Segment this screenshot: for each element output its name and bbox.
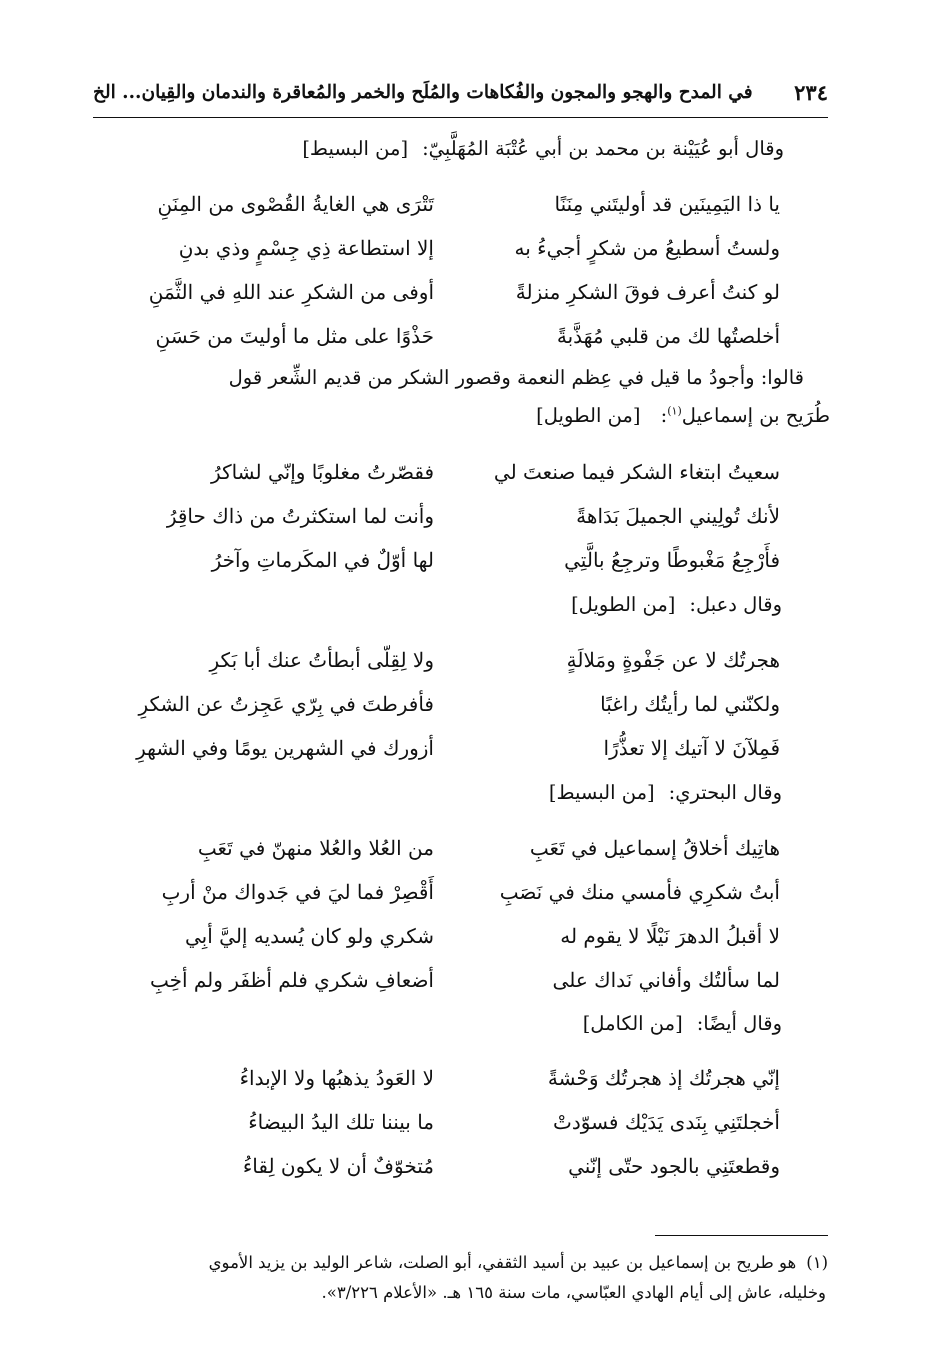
meter-label: [من الطويل]	[536, 404, 641, 427]
verse-line	[100, 314, 780, 358]
verse-first-hemistich: أبتُ شكرِي فأمسي منك في نَصَبِ	[499, 880, 780, 904]
verse-second-hemistich: أضعافِ شكري فلم أظفَر ولم أخِبِ	[149, 968, 434, 992]
running-header	[93, 70, 828, 114]
verse-line	[100, 870, 780, 914]
verse-first-hemistich: هجرتُك لا عن جَفْوةٍ ومَلالَةٍ	[566, 648, 780, 672]
verse-first-hemistich: لما سألتُك وأفاني نَداك على	[552, 968, 780, 992]
verse-second-hemistich: إلا استطاعة ذِي جِسْمٍ وذي بدنِ	[178, 236, 434, 260]
running-title: في المدح والهجو والمجون والفُكاهات والمُلَح والخمر والمُعاقرة والندمان والقِيان... الخ	[93, 81, 753, 103]
verse-second-hemistich: مُتخوّفٌ أن لا يكون لِقاءُ	[242, 1154, 434, 1178]
verse-second-hemistich: لها أوّلٌ في المكَرماتِ وآخرُ	[211, 548, 434, 572]
verse-second-hemistich: أوفى من الشكرِ عند اللهِ في الثَّمَنِ	[148, 280, 434, 304]
verse-second-hemistich: فأفرطتَ في بِرّي عَجِزتُ عن الشكرِ	[138, 692, 434, 716]
verse-line	[100, 494, 780, 538]
prose-line: قالوا: وأجودُ ما قيل في عِظم النعمة وقصور الشكر من قديم الشِّعر قول	[228, 366, 804, 389]
verse-second-hemistich: أَقْصِرْ فما ليَ في جَدواك منْ أربِ	[161, 880, 434, 904]
verse-line	[100, 450, 780, 494]
footnote-mark: (١)	[806, 1253, 828, 1272]
verse-line	[100, 1100, 780, 1144]
verse-first-hemistich: هاتِيك أخلاقُ إسماعيل في تَعَبِ	[529, 836, 780, 860]
verse-second-hemistich: حَذْوًا على مثل ما أوليتَ من حَسَنِ	[155, 324, 434, 348]
verse-first-hemistich: ولكنّني لما رأيتُك راغبًا	[600, 692, 780, 716]
verse-first-hemistich: سعيتُ ابتغاء الشكر فيما صنعتَ لي	[493, 460, 780, 484]
poem-intro-3	[549, 781, 782, 804]
poet-name: طُرَيح بن إسماعيل	[681, 404, 830, 427]
verse-second-hemistich: شكري ولو كان يُسديه إليَّ أبِي	[185, 924, 434, 948]
verse-second-hemistich: تَتْرَى هي الغايةُ القُصْوى من المِنَنِ	[157, 192, 434, 216]
verse-second-hemistich: ما بيننا تلك اليدُ البيضاءُ	[248, 1110, 434, 1134]
footnote	[93, 1248, 828, 1308]
verse-line	[100, 270, 780, 314]
intro-text: وقال دعبل:	[689, 593, 782, 616]
footnote-line: وخليله، عاش إلى أيام الهادي العبّاسي، مات سنة ١٦٥ هـ. «الأعلام ٣/٢٢٦».	[321, 1283, 826, 1302]
intro-text: وقال أبو عُيَيْنة بن محمد بن أبي عُتْبَة المُهَلَّبِيّ:	[422, 137, 784, 160]
verse-first-hemistich: وقطعتَنِي بالجود حتّى إنّني	[568, 1154, 780, 1178]
meter-label: [من الطويل]	[571, 593, 676, 616]
intro-text: وقال أيضًا:	[696, 1012, 782, 1035]
colon: :	[660, 404, 668, 427]
verse-line	[100, 682, 780, 726]
meter-label: [من البسيط]	[302, 137, 409, 160]
verse-second-hemistich: من العُلا والعُلا منهنّ في تَعَبِ	[197, 836, 434, 860]
verse-first-hemistich: أخجلتَنِي بِنَدى يَدَيْك فسوّدتْ	[553, 1110, 780, 1134]
verse-first-hemistich: أخلصتُها لك من قلبي مُهَذَّبةً	[556, 324, 780, 348]
meter-label: [من الكامل]	[582, 1012, 683, 1035]
prose-line	[95, 404, 830, 427]
verse-line	[100, 182, 780, 226]
poem-intro-1	[302, 137, 784, 160]
page-number: ٢٣٤	[794, 79, 828, 105]
verse-line	[100, 1144, 780, 1188]
verse-line	[100, 826, 780, 870]
poem-intro-2	[571, 593, 782, 616]
footnote-text: هو طريح بن إسماعيل بن عبيد بن أسيد الثقفي، أبو الصلت، شاعر الوليد بن يزيد الأموي	[208, 1253, 797, 1272]
verse-second-hemistich: وأنت لما استكثرتُ من ذاك حاقِرُ	[166, 504, 434, 528]
verse-second-hemistich: فقصّرتُ مغلوبًا وإنّي لشاكرُ	[211, 460, 434, 484]
verse-line	[100, 538, 780, 582]
verse-second-hemistich: أزورك في الشهرين يومًا وفي الشهرِ	[136, 736, 434, 760]
verse-first-hemistich: يا ذا اليَمِينَين قد أوليتَني مِنَنًا	[554, 192, 780, 216]
footnote-line	[93, 1248, 828, 1278]
footnote-reference: (١)	[667, 404, 682, 418]
verse-line	[100, 958, 780, 1002]
header-rule	[93, 117, 828, 118]
verse-second-hemistich: لا العَودُ يذهبُها ولا الإبداءُ	[239, 1066, 434, 1090]
verse-first-hemistich: فأَرْجِعُ مَغْبوطًا وترجِعُ بالَّتِي	[564, 548, 780, 572]
verse-line	[100, 914, 780, 958]
verse-first-hemistich: فَمِلآنَ لا آتيك إلا تعذُّرًا	[603, 736, 780, 760]
verse-line	[100, 638, 780, 682]
verse-first-hemistich: لو كنتُ أعرف فوقَ الشكرِ منزلةً	[515, 280, 780, 304]
footnote-rule	[655, 1235, 828, 1236]
verse-line	[100, 1056, 780, 1100]
poem-intro-4	[583, 1012, 782, 1035]
verse-first-hemistich: لأنك تُولِيني الجميلَ بَدَاهةً	[576, 504, 780, 528]
verse-first-hemistich: ولستُ أسطيعُ من شكرٍ أجيءُ به	[514, 236, 780, 260]
verse-first-hemistich: إنّي هجرتُك إذ هجرتُك وَحْشةً	[547, 1066, 780, 1090]
verse-first-hemistich: لا أقبلُ الدهرَ نَيْلًا لا يقوم له	[560, 924, 780, 948]
verse-line	[100, 726, 780, 770]
verse-line	[100, 226, 780, 270]
intro-text: وقال البحتري:	[668, 781, 782, 804]
verse-second-hemistich: ولا لِقِلّى أبطأتُ عنك أبا بَكرِ	[209, 648, 434, 672]
meter-label: [من البسيط]	[548, 781, 655, 804]
